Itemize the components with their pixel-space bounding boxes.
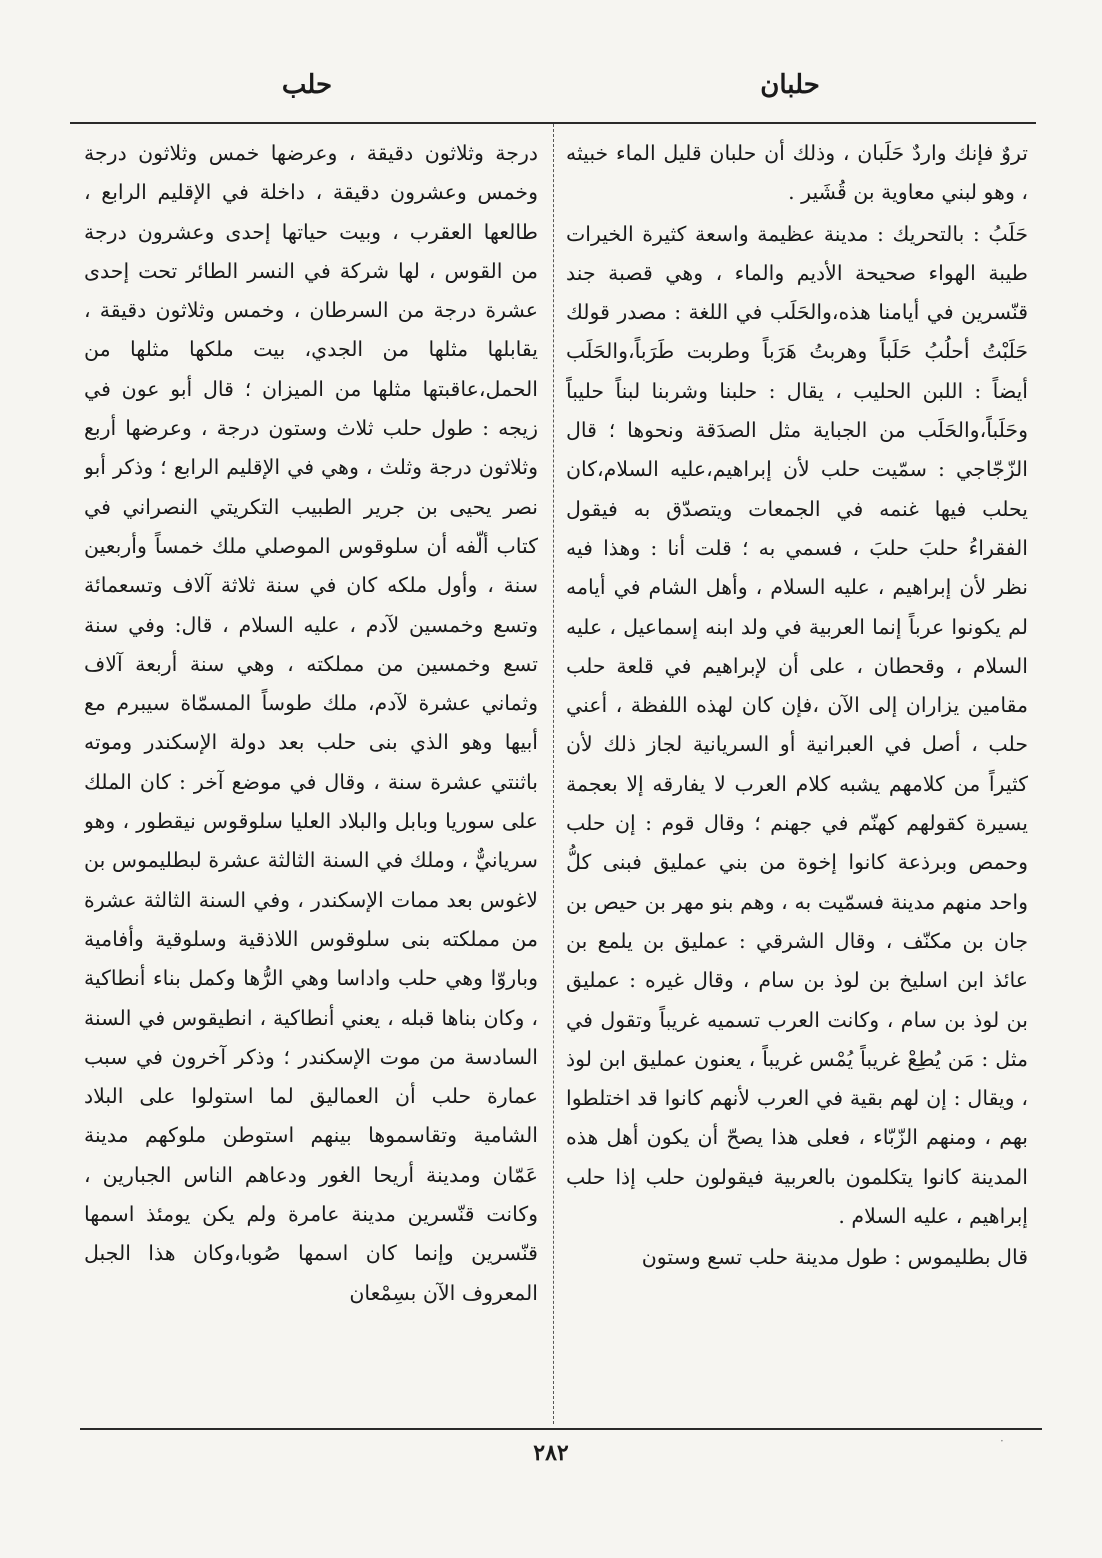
left-paragraph: درجة وثلاثون دقيقة ، وعرضها خمس وثلاثون درجة وخمس وعشرون دقيقة ، داخلة في الإقليم الرابع ، طالعها العقرب ، وبيت حياتها إحدى وعشرون درجة من القوس ، لها شركة في النسر الطائر تحت إحدى عشرة درجة من السرطان ، وخمس وثلاثون دقيقة ، يقابلها مثلها من الجدي، بيت ملكها مثلها من الحمل،عاقبتها مثلها من الميزان ؛ قال أبو عون في زيجه : طول حلب ثلاث وستون درجة ، وعرضها أربع وثلاثون درجة وثلث ، وهي في الإقليم الرابع ؛ وذكر أبو نصر يحيى بن جرير الطبيب التكريتي النصراني في كتاب ألّفه أن سلوقوس الموصلي ملك خمساً وأربعين سنة ، وأول ملكه كان في سنة ثلاثة آلاف وتسعمائة وتسع وخمسين لآدم ، عليه السلام ، قال: وفي سنة تسع وخمسين من مملكته ، وهي سنة أربعة آلاف وثماني عشرة لآدم، ملك طوساً المسمّاة سيبرم مع أبيها وهو الذي بنى حلب بعد دولة الإسكندر وموته باثنتي عشرة سنة ، وقال في موضع آخر : كان الملك على سوريا وبابل والبلاد العليا سلوقوس نيقطور ، وهو سريانيٌّ ، وملك في السنة الثالثة عشرة لبطليموس بن لاغوس بعد ممات الإسكندر ، وفي السنة الثالثة عشرة من مملكته بنى سلوقوس اللاذقية وسلوقية وأفامية وباروّا وهي حلب واداسا وهي الرُّها وكمل بناء أنطاكية ، وكان بناها قبله ، يعني أنطاكية ، انطيقوس في السنة السادسة من موت الإسكندر ؛ وذكر آخرون في سبب عمارة حلب أن العماليق لما استولوا على البلاد الشامية وتقاسموها بينهم استوطن ملوكهم مدينة عَمّان ومدينة أريحا الغور ودعاهم الناس الجبارين ، وكانت قنّسرين مدينة عامرة ولم يكن يومئذ اسمها قنّسرين وإنما كان اسمها صُوبا،وكان هذا الجبل المعروف الآن بسِمْعان	[84, 141, 538, 1305]
right-paragraph: حَلَبُ : بالتحريك : مدينة عظيمة واسعة كثيرة الخيرات طيبة الهواء صحيحة الأديم والماء ، وهي قصبة جند قنّسرين في أيامنا هذه،والحَلَب في اللغة : مصدر قولك حَلَبْتُ أحلُبُ حَلَباً وهربتُ هَرَباً وطربت طَرَباً،والحَلَب أيضاً : اللبن الحليب ، يقال : حلبنا وشربنا لبناً حليباً وحَلَباً،والحَلَب من الجباية مثل الصدَقة ونحوها ؛ قال الزّجّاجي : سمّيت حلب لأن إبراهيم،عليه السلام،كان يحلب فيها غنمه في الجمعات ويتصدّق به فيقول الفقراءُ حلبَ حلبَ ، فسمي به ؛ قلت أنا : وهذا فيه نظر لأن إبراهيم ، عليه السلام ، وأهل الشام في أيامه لم يكونوا عرباً إنما العربية في ولد ابنه إسماعيل ، عليه السلام ، وقحطان ، على أن لإبراهيم في قلعة حلب مقامين يزاران إلى الآن ،فإن كان لهذه اللفظة ، أعني حلب ، أصل في العبرانية أو السريانية لجاز ذلك لأن كثيراً من كلامهم يشبه كلام العرب لا يفارقه إلا بعجمة يسيرة كقولهم كهنّم في جهنم ؛ وقال قوم : إن حلب وحمص وبرذعة كانوا إخوة من بني عمليق فبنى كلُّ واحد منهم مدينة فسمّيت به ، وهم بنو مهر بن حيص بن جان بن مكنّف ، وقال الشرقي : عمليق بن يلمع بن عائذ ابن اسليخ بن لوذ بن سام ، وقال غيره : عمليق بن لوذ بن سام ، وكانت العرب تسميه غريباً وتقول في مثل : مَن يُطِعْ غريباً يُمْس غريباً ، يعنون عمليق ابن لوذ ، ويقال : إن لهم بقية في العرب لأنهم كانوا قد اختلطوا بهم ، ومنهم الزّبّاء ، فعلى هذا يصحّ أن يكون أهل هذه المدينة كانوا يتكلمون بالعربية فيقولون حلب إذا حلب إبراهيم ، عليه السلام .	[566, 221, 1028, 1229]
right-column	[566, 134, 1028, 1422]
right-paragraph: تروٌ فإنك واردٌ حَلَبان ، وذلك أن حلبان قليل الماء خبيثه ، وهو لبني معاوية بن قُشَير .	[566, 141, 1028, 205]
left-column	[84, 134, 538, 1422]
left-headword: حلب	[281, 70, 333, 100]
bottom-rule	[80, 1428, 1042, 1430]
column-divider	[553, 124, 554, 1424]
right-headword: حلبان	[760, 70, 820, 100]
page-number: ٢٨٢	[533, 1440, 569, 1466]
print-speck: ·	[1000, 1434, 1004, 1448]
right-paragraph: قال بطليموس : طول مدينة حلب تسع وستون	[641, 1245, 1028, 1270]
